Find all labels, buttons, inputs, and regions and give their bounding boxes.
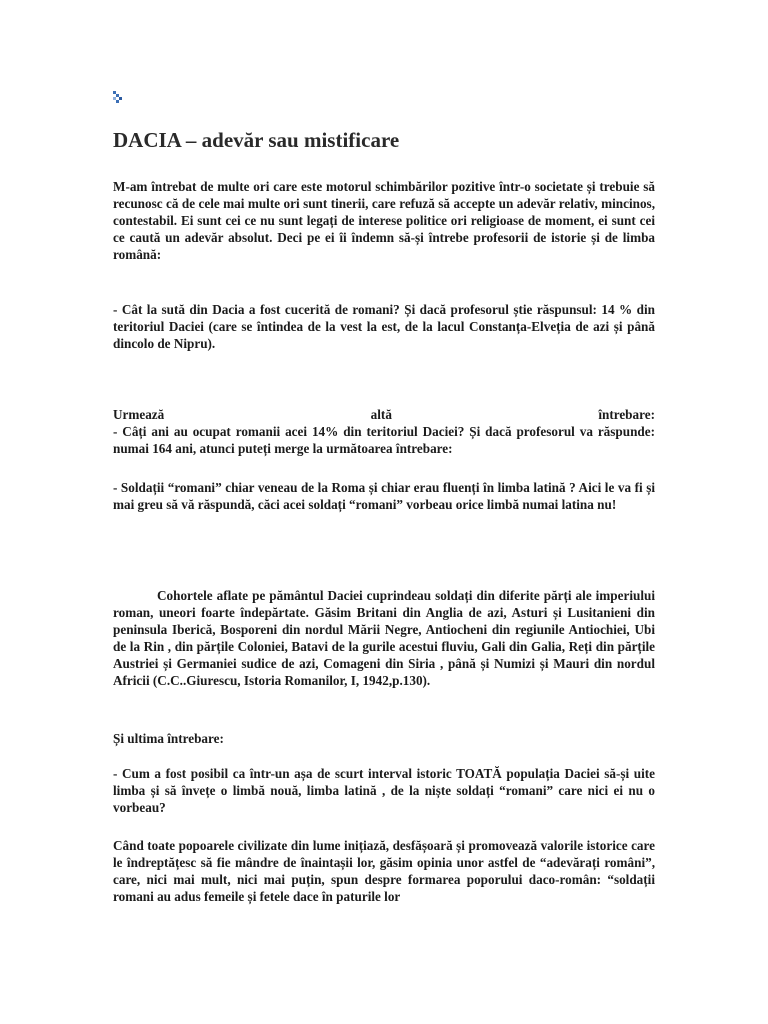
paragraph-last-question-heading: Și ultima întrebare: bbox=[113, 731, 224, 746]
paragraph-intro: M-am întrebat de multe ori care este motorul schimbărilor pozitive într-o societate și trebuie să recunosc că de cele mai multe ori sunt tinerii, care refuză să accepte un adevăr relativ, mincinos, contestabil. Ei sunt cei ce nu sunt legați de interese politice ori religioase de moment, ei sunt cei ce caută un adevăr absolut. Deci pe ei îi îndemn să-și întrebe profesorii de istorie și de limba română: bbox=[113, 179, 655, 262]
paragraph-conclusion: Când toate popoarele civilizate din lume inițiază, desfășoară și promovează valorile istorice care le îndreptățesc să fie mândre de înaintașii lor, găsim opinia unor astfel de “adevărați români”, care, nici mai mult, nici mai puțin, spun despre formarea poporului daco-român: “soldații romani au adus femeile și fetele dace în paturile lor bbox=[113, 838, 655, 904]
paragraph-question-3: - Soldații “romani” chiar veneau de la Roma și chiar erau fluenți în limba latină ? Aici le va fi și mai greu să vă răspundă, căci acei soldați “romani” vorbeau orice limbă numai latina nu! bbox=[113, 480, 655, 512]
document-title: DACIA – adevăr sau mistificare bbox=[113, 128, 400, 152]
question-2-heading-line bbox=[113, 406, 655, 423]
paragraph-question-1: - Cât la sută din Dacia a fost cucerită de romani? Și dacă profesorul știe răspunsul: 14 % din teritoriul Daciei (care se întindea de la vest la est, de la lacul Constanța-Elveția de azi și până dincolo de Nipru). bbox=[113, 302, 655, 351]
paragraph-cohorts: Cohortele aflate pe pământul Daciei cuprindeau soldați din diferite părți ale imperiului roman, uneori foarte îndepărtate. Găsim Britani din Anglia de azi, Asturi și Lusitanieni din peninsula Iberică, Bosporeni din nordul Mării Negre, Antiocheni din regiunile Antiochiei, Ubi de la Rin , din părțile Coloniei, Batavi de la gurile acestui fluviu, Gali din Galia, Reți din părțile Austriei și Germaniei sudice de azi, Comageni din Siria , până și Numizi și Mauri din nordul Africii (C.C..Giurescu, Istoria Romanilor, I, 1942,p.130). bbox=[113, 588, 655, 688]
question-2-text: - Câți ani au ocupat romanii acei 14% din teritoriul Daciei? Și dacă profesorul va răspunde: numai 164 ani, atunci puteți merge la următoarea întrebare: bbox=[113, 424, 655, 456]
question-2-word-2: altă bbox=[370, 407, 392, 422]
question-2-word-1: Urmează bbox=[113, 407, 165, 422]
question-2-word-3: întrebare: bbox=[598, 407, 655, 422]
paragraph-question-2 bbox=[113, 406, 655, 457]
arrow-marker-icon bbox=[113, 91, 123, 103]
paragraph-question-4: - Cum a fost posibil ca într-un așa de scurt interval istoric TOATĂ populația Daciei să-și uite limba și să învețe o limbă nouă, limba latină , de la niște soldați “romani” care nici ei nu o vorbeau? bbox=[113, 766, 655, 815]
